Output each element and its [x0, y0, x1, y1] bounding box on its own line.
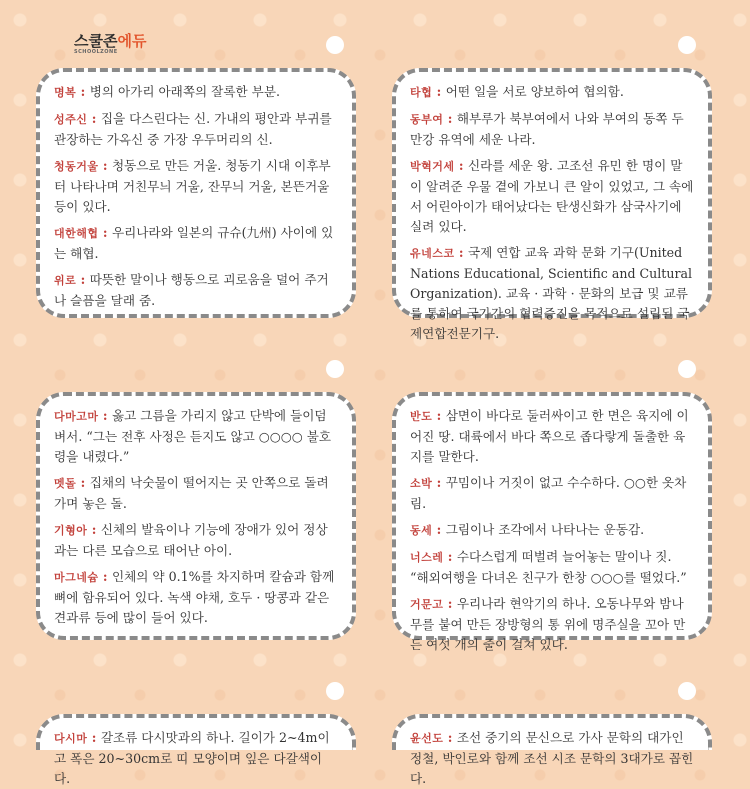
vocab-entry: 너스레 : 수다스럽게 떠벌려 늘어놓는 말이나 짓. “해외여행을 다녀온 친구가 한창 ○○○를 떨었다.” [410, 549, 687, 585]
vocab-definition: 우리나라 현악기의 하나. 오동나무와 밤나무를 붙여 만든 장방형의 통 위에 명주실을 꼬아 만든 여섯 개의 줄이 걸쳐 있다. [410, 596, 686, 652]
vocab-entry: 거문고 : 우리나라 현악기의 하나. 오동나무와 밤나무를 붙여 만든 장방형의 통 위에 명주실을 꼬아 만든 여섯 개의 줄이 걸쳐 있다. [410, 596, 686, 652]
vocab-term: 다마고마 [54, 410, 99, 423]
vocab-term: 반도 [410, 410, 433, 423]
vocab-card-6 [392, 714, 712, 786]
binder-hole [326, 36, 344, 54]
logo-accent-text: 에듀 [117, 32, 147, 50]
vocab-entry: 명복 : 병의 아가리 아래쪽의 잘록한 부분. [54, 84, 281, 99]
vocab-term: 대한해협 [54, 227, 99, 240]
vocab-definition: 청동으로 만든 거울. 청동기 시대 이후부터 나타나며 거친무늬 거울, 잔무늬 거울, 본뜬거울 등이 있다. [54, 158, 331, 214]
vocab-definition: 조선 중기의 문신으로 가사 문학의 대가인 정철, 박인로와 함께 조선 시조 문학의 3대가로 꼽힌다. [410, 730, 694, 786]
vocab-term: 명복 [54, 86, 77, 99]
vocab-entry: 마그네슘 : 인체의 약 0.1%를 차지하며 칼슘과 함께 뼈에 함유되어 있다. 녹색 야채, 호두 · 땅콩과 같은 견과류 등에 많이 들어 있다. [54, 569, 335, 625]
vocab-entry: 동부여 : 해부루가 북부여에서 나와 부여의 동쪽 두만강 유역에 세운 나라. [410, 111, 684, 147]
vocab-definition: 해부루가 북부여에서 나와 부여의 동쪽 두만강 유역에 세운 나라. [410, 111, 684, 147]
vocab-term: 동부여 [410, 113, 444, 126]
vocab-term: 청동거울 [54, 160, 99, 173]
vocab-definition: 신라를 세운 왕. 고조선 유민 한 명이 말이 알려준 우물 곁에 가보니 큰 알이 있었고, 그 속에서 어린아이가 태어났다는 탄생신화가 삼국사기에 실려 있다. [410, 158, 694, 234]
vocab-entry: 위로 : 따뜻한 말이나 행동으로 괴로움을 덜어 주거나 슬픔을 달래 줌. [54, 272, 329, 308]
vocab-term: 기형아 [54, 524, 88, 537]
vocab-entry: 다마고마 : 옳고 그름을 가리지 않고 단박에 들이덤벼서. “그는 전후 사정은 듣지도 않고 ○○○○ 불호령을 내렸다.” [54, 408, 332, 464]
vocab-definition: 옳고 그름을 가리지 않고 단박에 들이덤벼서. “그는 전후 사정은 듣지도 않고 ○○○○ 불호령을 내렸다.” [54, 408, 332, 464]
vocab-term: 너스레 [410, 551, 444, 564]
vocab-entry: 대한해협 : 우리나라와 일본의 규슈(九州) 사이에 있는 해협. [54, 225, 334, 261]
vocab-card-3 [36, 392, 356, 640]
vocab-card-4 [392, 392, 712, 652]
vocab-definition: 갈조류 다시맛과의 하나. 길이가 2~4m이고 폭은 20~30cm로 띠 모양이며 잎은 다갈색이다. [54, 730, 330, 786]
logo [74, 30, 146, 55]
vocab-term: 윤선도 [410, 732, 444, 745]
binder-hole [326, 682, 344, 700]
vocab-term: 다시마 [54, 732, 88, 745]
vocab-card-5 [36, 714, 356, 786]
vocab-entry: 윤선도 : 조선 중기의 문신으로 가사 문학의 대가인 정철, 박인로와 함께 조선 시조 문학의 3대가로 꼽힌다. [410, 730, 694, 786]
binder-hole [326, 360, 344, 378]
vocab-card-1 [36, 68, 356, 318]
vocab-term: 성주신 [54, 113, 88, 126]
vocab-definition: 어떤 일을 서로 양보하여 협의함. [445, 84, 624, 99]
vocab-card-2 [392, 68, 712, 341]
vocab-definition: 집채의 낙숫물이 떨어지는 곳 안쪽으로 돌려 가며 놓은 돌. [54, 475, 329, 511]
vocab-entry: 타협 : 어떤 일을 서로 양보하여 협의함. [410, 84, 624, 99]
vocab-entry: 청동거울 : 청동으로 만든 거울. 청동기 시대 이후부터 나타나며 거친무늬 거울, 잔무늬 거울, 본뜬거울 등이 있다. [54, 158, 331, 214]
vocab-definition: 국제 연합 교육 과학 문화 기구(United Nations Educational, Scientific and Cultural Organization). 교육 · 과학 · 문화의 보급 및 교류를 통하여 국가간의 협력증진을 목적으로 설립된 국제연합전문기구. [410, 245, 693, 341]
vocab-definition: 병의 아가리 아래쪽의 잘록한 부분. [89, 84, 281, 99]
vocab-definition: 따뜻한 말이나 행동으로 괴로움을 덜어 주거나 슬픔을 달래 줌. [54, 272, 329, 308]
vocab-entry: 성주신 : 집을 다스린다는 신. 가내의 평안과 부귀를 관장하는 가옥신 중 가장 우두머리의 신. [54, 111, 332, 147]
vocab-entry: 소박 : 꾸밈이나 거짓이 없고 수수하다. ○○한 옷차림. [410, 475, 687, 511]
vocab-term: 위로 [54, 274, 77, 287]
vocab-entry: 멧돌 : 집채의 낙숫물이 떨어지는 곳 안쪽으로 돌려 가며 놓은 돌. [54, 475, 329, 511]
vocab-entry: 다시마 : 갈조류 다시맛과의 하나. 길이가 2~4m이고 폭은 20~30cm로 띠 모양이며 잎은 다갈색이다. [54, 730, 330, 786]
logo-subtext: SCHOOLZONE [74, 49, 118, 55]
vocab-definition: 그림이나 조각에서 나타나는 운동감. [445, 522, 645, 537]
vocab-definition: 집을 다스린다는 신. 가내의 평안과 부귀를 관장하는 가옥신 중 가장 우두머리의 신. [54, 111, 332, 147]
vocab-entry: 동세 : 그림이나 조각에서 나타나는 운동감. [410, 522, 645, 537]
binder-hole [678, 360, 696, 378]
binder-hole [678, 682, 696, 700]
vocab-term: 유네스코 [410, 247, 455, 260]
vocab-definition: 삼면이 바다로 둘러싸이고 한 면은 육지에 이어진 땅. 대륙에서 바다 쪽으로 좁다랗게 돌출한 육지를 말한다. [410, 408, 689, 464]
vocab-entry: 반도 : 삼면이 바다로 둘러싸이고 한 면은 육지에 이어진 땅. 대륙에서 바다 쪽으로 좁다랗게 돌출한 육지를 말한다. [410, 408, 689, 464]
logo-text: 스쿨존 [74, 32, 118, 50]
vocab-definition: 우리나라와 일본의 규슈(九州) 사이에 있는 해협. [54, 225, 334, 261]
vocab-term: 동세 [410, 524, 433, 537]
vocab-definition: 수다스럽게 떠벌려 늘어놓는 말이나 짓. “해외여행을 다녀온 친구가 한창 ○○○를 떨었다.” [410, 549, 687, 585]
vocab-definition: 신체의 발육이나 기능에 장애가 있어 정상과는 다른 모습으로 태어난 아이. [54, 522, 328, 558]
vocab-term: 타협 [410, 86, 433, 99]
vocab-term: 소박 [410, 477, 433, 490]
vocab-term: 마그네슘 [54, 571, 99, 584]
vocab-definition: 인체의 약 0.1%를 차지하며 칼슘과 함께 뼈에 함유되어 있다. 녹색 야채, 호두 · 땅콩과 같은 견과류 등에 많이 들어 있다. [54, 569, 335, 625]
vocab-entry: 기형아 : 신체의 발육이나 기능에 장애가 있어 정상과는 다른 모습으로 태어난 아이. [54, 522, 328, 558]
vocab-entry: 박혁거세 : 신라를 세운 왕. 고조선 유민 한 명이 말이 알려준 우물 곁에 가보니 큰 알이 있었고, 그 속에서 어린아이가 태어났다는 탄생신화가 삼국사기에 실려 있다. [410, 158, 694, 234]
binder-hole [678, 36, 696, 54]
vocab-term: 멧돌 [54, 477, 77, 490]
vocab-definition: 꾸밈이나 거짓이 없고 수수하다. ○○한 옷차림. [410, 475, 687, 511]
vocab-term: 거문고 [410, 598, 444, 611]
vocab-term: 박혁거세 [410, 160, 455, 173]
vocab-entry: 유네스코 : 국제 연합 교육 과학 문화 기구(United Nations Educational, Scientific and Cultural Organization). 교육 · 과학 · 문화의 보급 및 교류를 통하여 국가간의 협력증진을 목적으로 설립된 국제연합전문기구. [410, 245, 693, 341]
